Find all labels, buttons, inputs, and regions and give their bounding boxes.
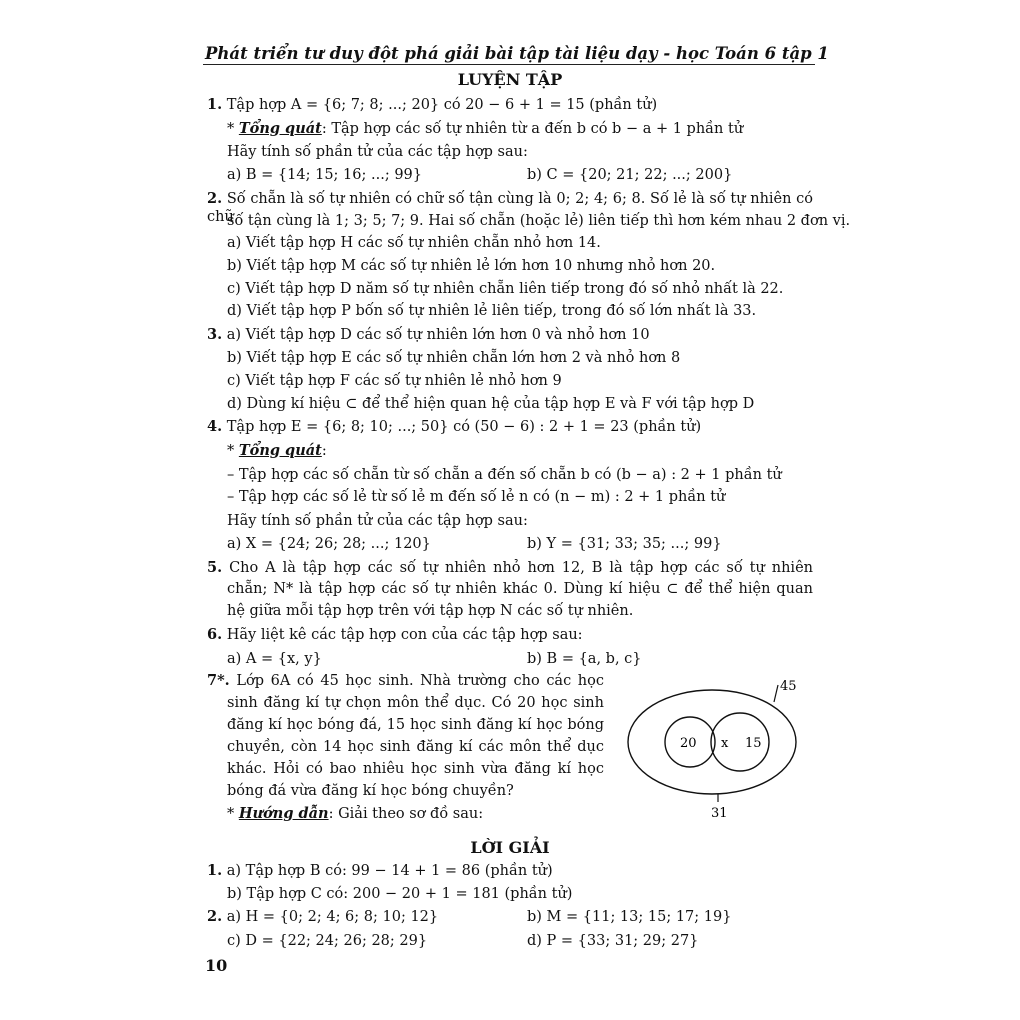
ex3-d: d) Dùng kí hiệu ⊂ để thể hiện quan hệ của tập hợp E và F với tập hợp D <box>227 396 755 412</box>
ex1-general-text: : Tập hợp các số tự nhiên từ a đến b có b − a + 1 phần tử <box>321 121 744 137</box>
venn-right-label: 15 <box>745 736 762 751</box>
ex1-general: * Tổng quát: Tập hợp các số tự nhiên từ a đến b có b − a + 1 phần tử <box>227 120 744 137</box>
page-number: 10 <box>205 956 228 975</box>
ex1-text: Tập hợp A = {6; 7; 8; ...; 20} có 20 − 6 + 1 = 15 (phần tử) <box>226 97 658 113</box>
ex4-number: 4. <box>207 418 223 435</box>
practice-title: LUYỆN TẬP <box>457 70 563 89</box>
ex4-colon: : <box>321 443 327 459</box>
ex4-a: a) X = {24; 26; 28; ...; 120} <box>227 536 431 552</box>
ex2-c: c) Viết tập hợp D năm số tự nhiên chẵn liên tiếp trong đó số nhỏ nhất là 22. <box>227 281 784 297</box>
ex1-number: 1. <box>207 96 223 113</box>
general-label: Tổng quát <box>238 120 322 137</box>
sol2-d: d) P = {33; 31; 29; 27} <box>527 933 699 949</box>
ex2-d: d) Viết tập hợp P bốn số tự nhiên lẻ liên tiếp, trong đó số lớn nhất là 33. <box>227 303 757 319</box>
venn-diagram <box>620 670 820 830</box>
ex2-a: a) Viết tập hợp H các số tự nhiên chẵn nhỏ hơn 14. <box>227 235 601 251</box>
ex6-line1 <box>207 626 583 644</box>
ex4-even: – Tập hợp các số chẵn từ số chẵn a đến số chẵn b có (b − a) : 2 + 1 phần tử <box>227 467 782 483</box>
ex7-line3: đăng kí học bóng đá, 15 học sinh đăng kí học bóng <box>227 717 604 733</box>
ex3-a-line <box>207 326 650 344</box>
ex6-number: 6. <box>207 626 223 643</box>
sol2-a-line <box>207 908 438 926</box>
ex7-line5: khác. Hỏi có bao nhiêu học sinh vừa đăng kí học <box>227 761 604 777</box>
ex4-odd: – Tập hợp các số lẻ từ số lẻ m đến số lẻ n có (n − m) : 2 + 1 phần tử <box>227 489 726 505</box>
ex1-a: a) B = {14; 15; 16; ...; 99} <box>227 167 422 183</box>
venn-center-label: x <box>721 736 729 751</box>
sol1-a: a) Tập hợp B có: 99 − 14 + 1 = 86 (phần tử) <box>226 863 553 879</box>
venn-total-ellipse <box>628 690 796 794</box>
ex6-a: a) A = {x, y} <box>227 651 322 667</box>
ex1-line1 <box>207 96 657 114</box>
ex7-guide: * Hướng dẫn: Giải theo sơ đồ sau: <box>227 805 484 822</box>
ex7-line4: chuyền, còn 14 học sinh đăng kí các môn thể dục <box>227 739 604 755</box>
ex4-line1 <box>207 418 701 436</box>
venn-total-pointer <box>774 685 778 702</box>
ex3-b: b) Viết tập hợp E các số tự nhiên chẵn lớn hơn 2 và nhỏ hơn 8 <box>227 350 681 366</box>
sol2-a: a) H = {0; 2; 4; 6; 8; 10; 12} <box>226 909 439 925</box>
sol2-c: c) D = {22; 24; 26; 28; 29} <box>227 933 428 949</box>
ex5-line3: hệ giữa mỗi tập hợp trên với tập hợp N các số tự nhiên. <box>227 603 634 619</box>
ex4-text: Tập hợp E = {6; 8; 10; ...; 50} có (50 − 6) : 2 + 1 = 23 (phần tử) <box>226 419 702 435</box>
ex5-line1 <box>207 559 813 577</box>
ex3-c: c) Viết tập hợp F các số tự nhiên lẻ nhỏ hơn 9 <box>227 373 562 389</box>
guide-label: Hướng dẫn <box>238 805 329 822</box>
ex3-number: 3. <box>207 326 223 343</box>
sol1-a-line <box>207 862 553 880</box>
sol2-number: 2. <box>207 908 223 925</box>
general-label-2: Tổng quát <box>238 442 322 459</box>
solution-title: LỜI GIẢI <box>470 838 550 857</box>
ex7-number: 7*. <box>207 672 230 689</box>
ex2-text1: Số chẵn là số tự nhiên có chữ số tận cùng là 0; 2; 4; 6; 8. Số lẻ là số tự nhiên có chữ <box>207 191 814 225</box>
sol1-number: 1. <box>207 862 223 879</box>
ex4-general: * Tổng quát: <box>227 442 327 459</box>
ex4-b: b) Y = {31; 33; 35; ...; 99} <box>527 536 722 552</box>
header-rule <box>203 64 815 65</box>
ex7-line2: sinh đăng kí tự chọn môn thể dục. Có 20 học sinh <box>227 695 604 711</box>
ex7-text1: Lớp 6A có 45 học sinh. Nhà trường cho các học <box>236 673 604 689</box>
ex4-ask: Hãy tính số phần tử của các tập hợp sau: <box>227 513 528 529</box>
venn-total-label: 45 <box>780 679 797 694</box>
ex1-ask: Hãy tính số phần tử của các tập hợp sau: <box>227 144 528 160</box>
ex6-b: b) B = {a, b, c} <box>527 651 642 667</box>
ex6-text: Hãy liệt kê các tập hợp con của các tập hợp sau: <box>226 627 583 643</box>
ex5-number: 5. <box>207 559 223 576</box>
ex2-line2: số tận cùng là 1; 3; 5; 7; 9. Hai số chẵn (hoặc lẻ) liên tiếp thì hơn kém nhau 2 đơn vị. <box>227 213 851 229</box>
sol2-b: b) M = {11; 13; 15; 17; 19} <box>527 909 732 925</box>
ex7-guide-text: : Giải theo sơ đồ sau: <box>328 806 484 822</box>
ex1-b: b) C = {20; 21; 22; ...; 200} <box>527 167 733 183</box>
ex2-b: b) Viết tập hợp M các số tự nhiên lẻ lớn hơn 10 nhưng nhỏ hơn 20. <box>227 258 716 274</box>
sol1-b: b) Tập hợp C có: 200 − 20 + 1 = 181 (phần tử) <box>227 886 573 902</box>
ex5-line2: chẵn; N* là tập hợp các số tự nhiên khác 0. Dùng kí hiệu ⊂ để thể hiện quan <box>227 581 813 597</box>
ex7-line6: bóng đá vừa đăng kí học bóng chuyền? <box>227 783 514 799</box>
venn-left-label: 20 <box>680 736 697 751</box>
ex5-text1: Cho A là tập hợp các số tự nhiên nhỏ hơn 12, B là tập hợp các số tự nhiên <box>229 560 813 576</box>
venn-outside-label: 31 <box>711 806 728 821</box>
running-header: Phát triển tư duy đột phá giải bài tập tài liệu dạy - học Toán 6 tập 1 <box>205 44 829 63</box>
ex3-a: a) Viết tập hợp D các số tự nhiên lớn hơn 0 và nhỏ hơn 10 <box>226 327 650 343</box>
ex7-line1 <box>207 672 604 690</box>
ex2-number: 2. <box>207 190 223 207</box>
